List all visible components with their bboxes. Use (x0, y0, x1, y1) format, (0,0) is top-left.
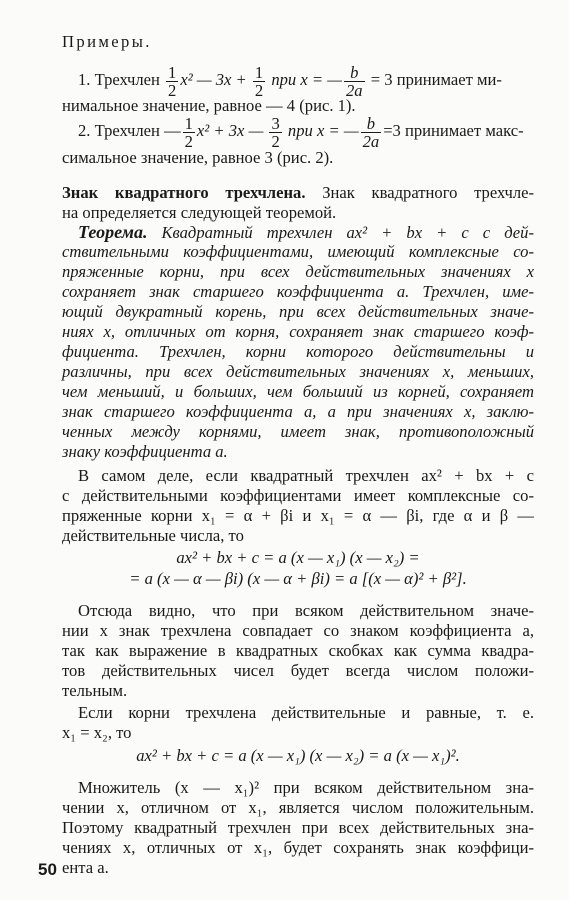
sign-section-title: Знак квадратного трехчлена. (62, 183, 306, 202)
theorem-line: ющий двукратный корень, при всех действительных значе- (62, 302, 534, 321)
theorem-line: знак старшего коэффициента a, а при значениях x, заклю- (62, 402, 534, 421)
paragraph-line: Множитель (x — x₁)² при всяком действительном зна- (78, 778, 534, 797)
paragraph-line: чениях x, отличных от x₁, будет сохранять знак коэффици- (62, 838, 534, 857)
theorem-line: фициента. Трехчлен, корни которого действительны и (62, 342, 534, 361)
paragraph-line: Если корни трехчлена действительные и равные, т. е. (78, 703, 534, 722)
theorem-line: ниях x, отличных от корня, сохраняет знак старшего коэф- (62, 322, 534, 341)
paragraph-line: Отсюда видно, что при всяком действительном значе- (78, 601, 534, 620)
example-2-line-1: 2. Трехчлен — $\frac{1}{2}$ x² + 3x — $\frac{3}{2}$ при x = — $\frac{b}{2a}$ =3 принимает макс- (78, 113, 524, 151)
page-number: 50 (38, 860, 57, 879)
theorem-line-1: Теорема. Квадратный трехчлен ax² + bx + c с дей- (78, 222, 534, 242)
theorem-label: Теорема. (78, 222, 148, 242)
paragraph-line: тельным. (62, 681, 128, 700)
example-2-line-2: симальное значение, равное 3 (рис. 2). (62, 148, 334, 167)
equation-3: ax² + bx + c = a (x — x₁) (x — x₂) = a (x — x₁)². (136, 746, 460, 765)
equation-2: = a (x — α — βi) (x — α + βi) = a [(x — α)² + β²]. (129, 569, 467, 588)
paragraph-line: чении x, отличном от x₁, является числом положительным. (62, 798, 534, 817)
theorem-line: чем меньший, и больших, чем больший из корней, сохраняет (62, 382, 534, 401)
examples-heading: Примеры. (62, 32, 152, 51)
proof-line: В самом деле, если квадратный трехчлен ax² + bx + c (78, 466, 534, 485)
proof-line: с действительными коэффициентами имеет комплексные со- (62, 486, 534, 505)
paragraph-line: Поэтому квадратный трехчлен при всех действительных зна- (62, 818, 534, 837)
theorem-line: различны, при всех действительных значениях x, меньших, (62, 362, 534, 381)
proof-line: пряженные корни x₁ = α + βi и x₁ = α — βi, где α и β — (62, 506, 534, 525)
example-1-line-2: нимальное значение, равное — 4 (рис. 1). (62, 96, 356, 115)
theorem-line: сохраняет знак старшего коэффициента a. Трехчлен, име- (62, 282, 534, 301)
theorem-line: пряженные корни, при всех действительных значениях x (62, 262, 534, 281)
theorem-line: ствительными коэффициентами, имеющий комплексные со- (62, 242, 534, 261)
paragraph-line: так как выражение в квадратных скобках как сумма квадра- (62, 641, 534, 660)
paragraph-line: нии x знак трехчлена совпадает со знаком коэффициента a, (62, 621, 534, 640)
paragraph-line: x₁ = x₂, то (62, 723, 132, 742)
paragraph-line: ента a. (62, 858, 109, 877)
equation-1: ax² + bx + c = a (x — x₁) (x — x₂) = (176, 548, 420, 567)
example-1-line-1: 1. Трехчлен $\frac{1}{2}$ x² — 3x + $\frac{1}{2}$ при x = — $\frac{b}{2a}$ = 3 принимает ми- (78, 62, 502, 100)
paragraph-line: тов действительных чисел будет всегда числом положи- (62, 661, 534, 680)
theorem-line: ченных между корнями, имеет знак, противоположный (62, 422, 534, 441)
sign-section-line-2: на определяется следующей теоремой. (62, 203, 337, 222)
proof-line: действительные числа, то (62, 526, 244, 545)
theorem-line: знаку коэффициента a. (62, 442, 228, 461)
sign-section-line-1: Знак квадратного трехчлена. Знак квадратного трехчле- (62, 183, 534, 202)
